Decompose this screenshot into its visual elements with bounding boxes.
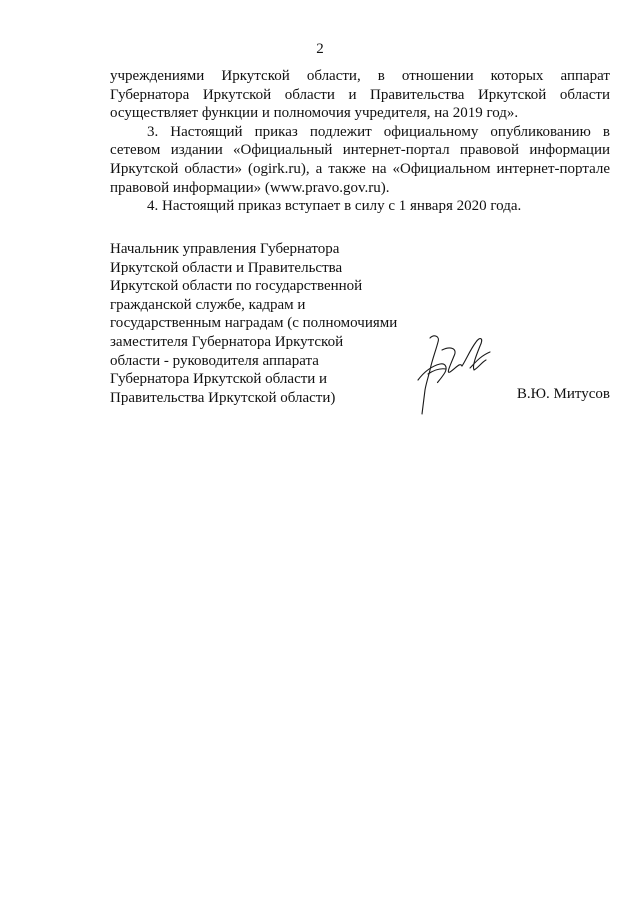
position-line: Иркутской области по государственной bbox=[110, 278, 363, 295]
signatory-position bbox=[110, 240, 410, 407]
position-line: области - руководителя аппарата bbox=[110, 352, 319, 369]
position-line: Начальник управления Губернатора bbox=[110, 241, 340, 257]
position-line: заместителя Губернатора Иркутской bbox=[110, 333, 344, 350]
position-line: государственным наградам (с полномочиями bbox=[110, 315, 398, 332]
position-line: гражданской службе, кадрам и bbox=[110, 296, 306, 313]
position-line: Правительства Иркутской области) bbox=[110, 389, 336, 406]
document-body bbox=[110, 67, 610, 216]
signer-name: В.Ю. Митусов bbox=[516, 386, 610, 402]
paragraph-item-4: 4. Настоящий приказ вступает в силу с 1 января 2020 года. bbox=[147, 198, 522, 215]
paragraph-item-3: 3. Настоящий приказ подлежит официальному опубликованию в сетевом издании «Официальный интернет-портал правовой информации Иркутской области» (ogirk.ru), а также на «Официальном интернет-портале правовой информации» (www.pravo.gov.ru). bbox=[110, 123, 610, 196]
handwritten-signature-icon bbox=[410, 320, 506, 420]
page-number: 2 bbox=[316, 41, 324, 57]
paragraph-continuation: учреждениями Иркутской области, в отношении которых аппарат Губернатора Иркутской области и Правительства Иркутской области осуществляет функции и полномочия учредителя, на 2019 год». bbox=[110, 68, 610, 122]
position-line: Губернатора Иркутской области и bbox=[110, 371, 328, 388]
position-line: Иркутской области и Правительства bbox=[110, 259, 343, 276]
